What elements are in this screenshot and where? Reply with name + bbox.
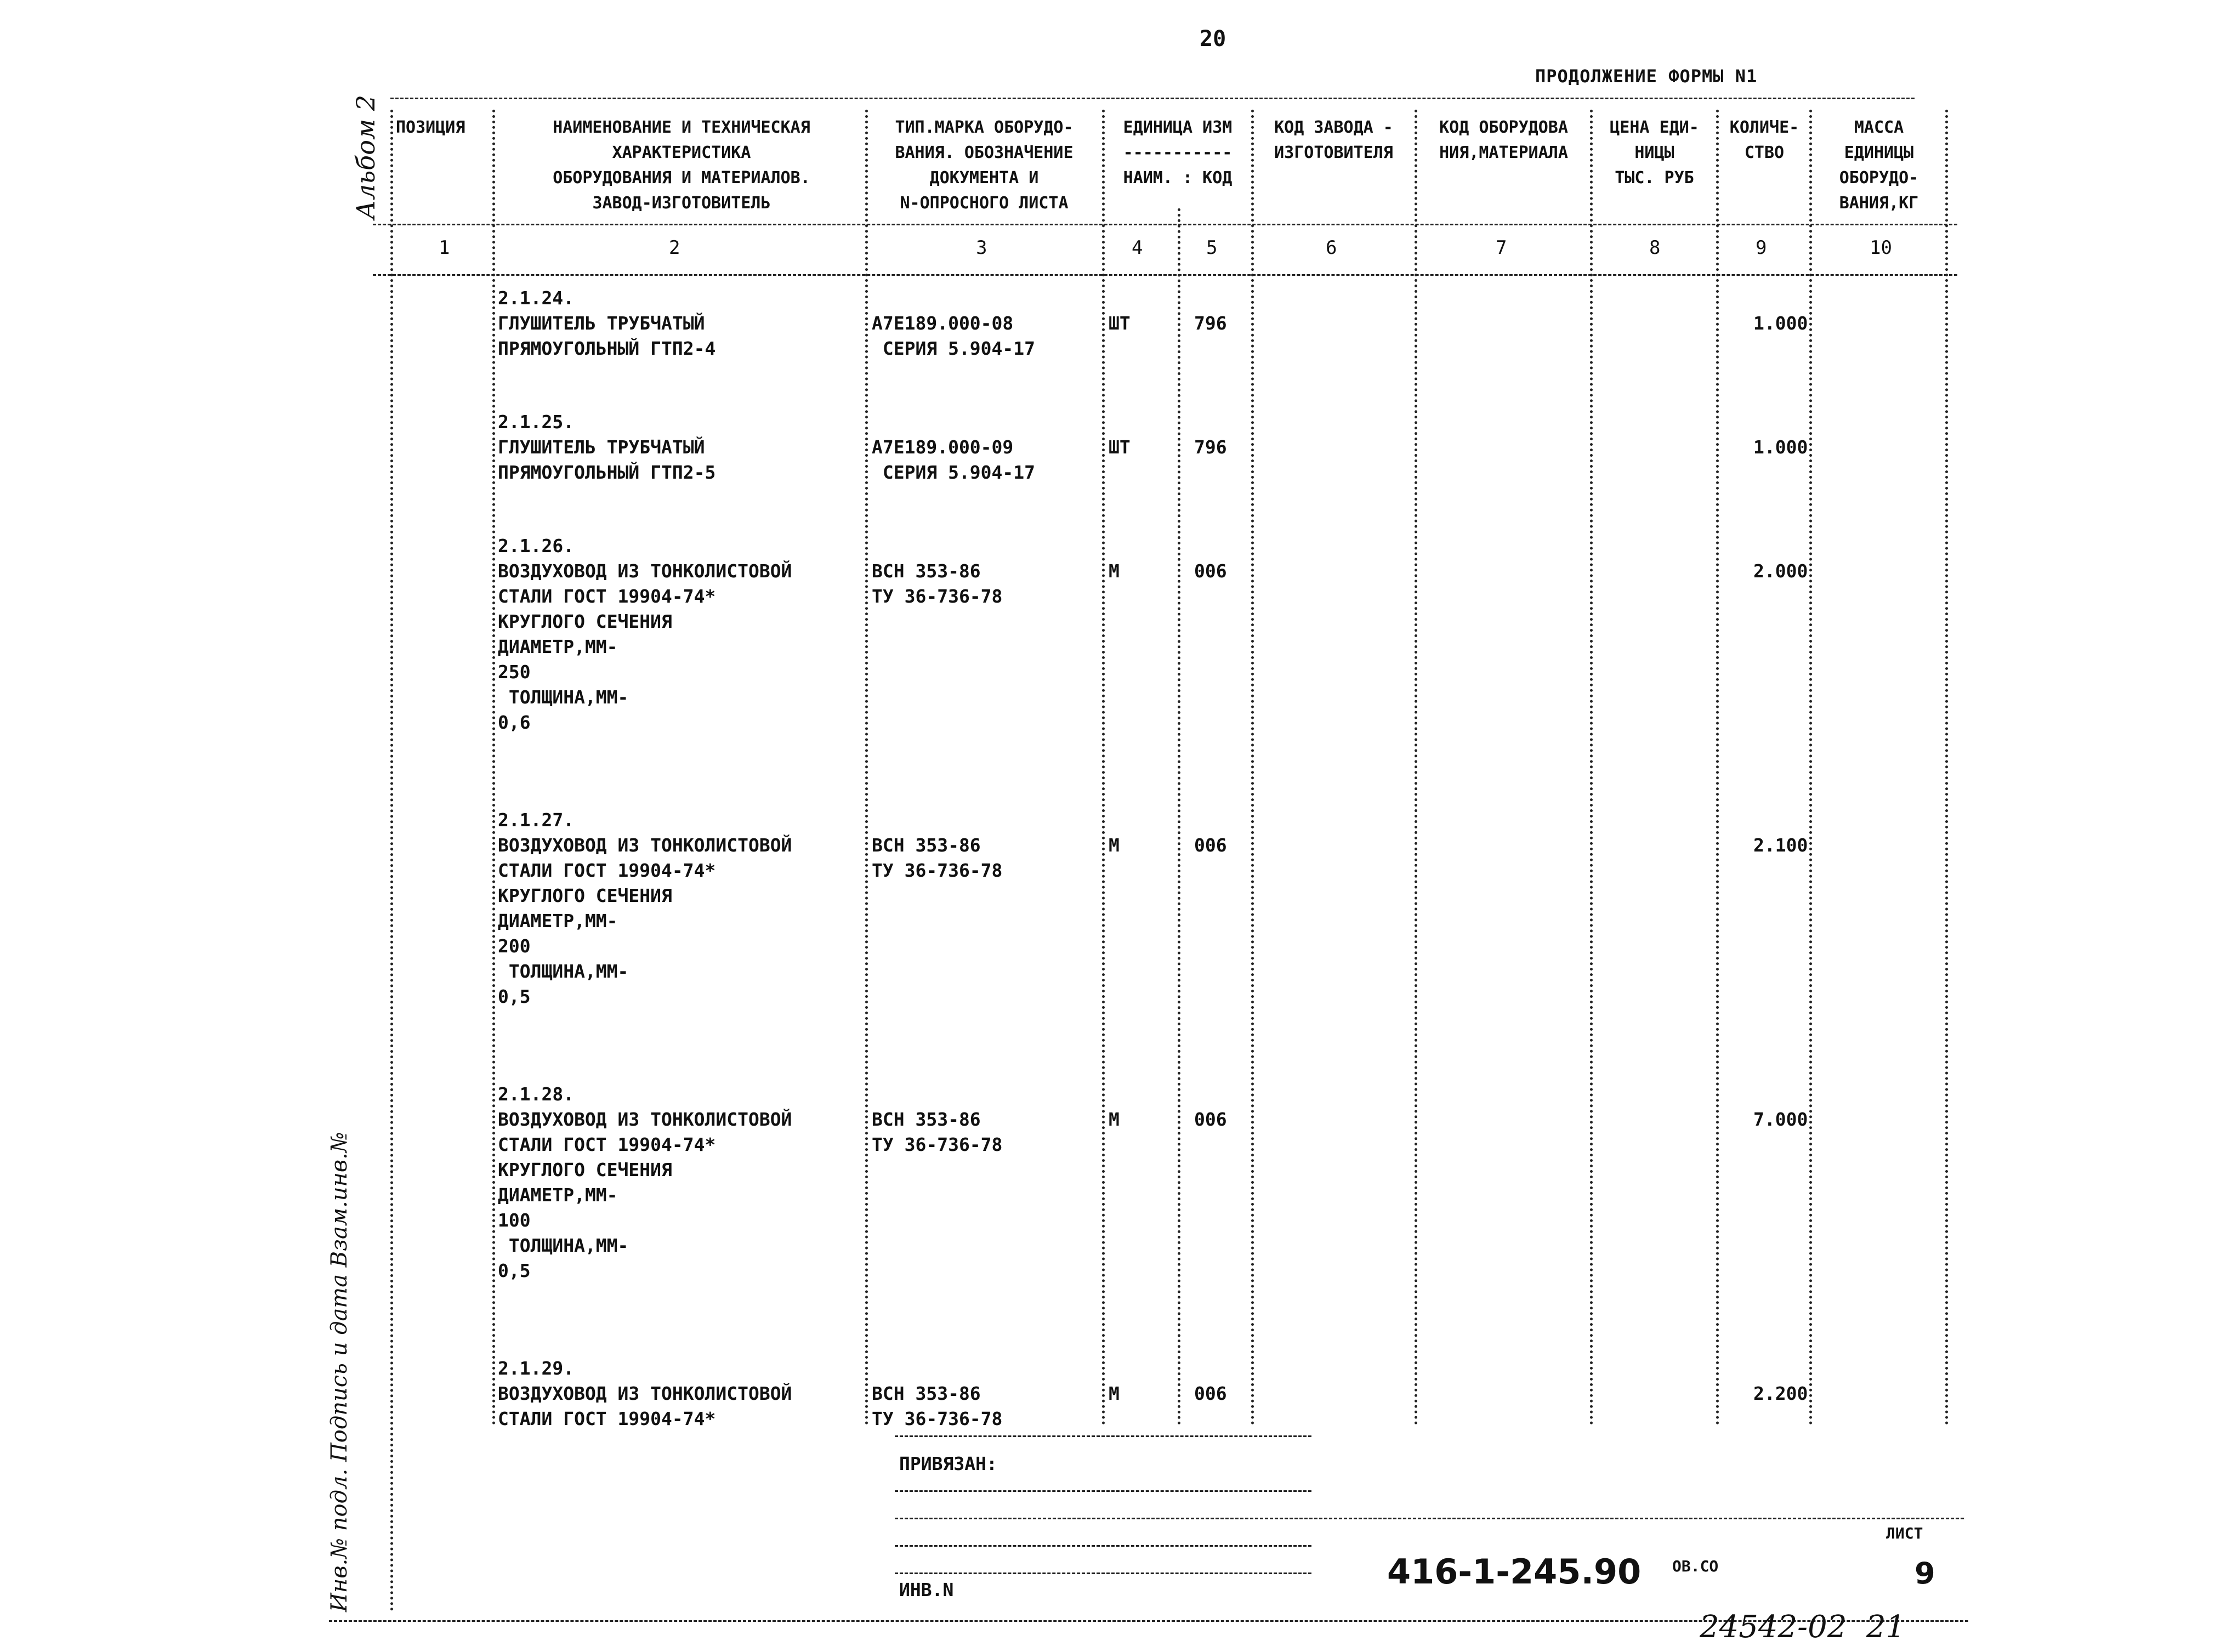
col-sep-9 [1809,110,1812,1426]
colnum-8: 8 [1649,237,1661,259]
col-sep-2 [865,110,868,1426]
item-name-line: КРУГЛОГО СЕЧЕНИЯ [498,1159,672,1180]
item-name-line: СТАЛИ ГОСТ 19904-74* [498,1408,716,1429]
item-name-line: КРУГЛОГО СЕЧЕНИЯ [498,611,672,632]
item-doc-line: А7Е189.000-09 [872,436,1014,458]
stamp-privyazan: ПРИВЯЗАН: [899,1453,997,1474]
item-doc-line: ВСН 353-86 [872,1383,981,1404]
item-position: 2.1.27. [498,809,575,831]
document-section: ОВ.СО [1672,1557,1719,1575]
header-col9: КОЛИЧЕ- СТВО [1729,118,1799,162]
col-sep-3 [1102,110,1105,1426]
item-name-line: ВОЗДУХОВОД ИЗ ТОНКОЛИСТОВОЙ [498,560,792,582]
item-name-line: ДИАМЕТР,ММ- [498,910,618,932]
item-quantity: 2.100 [1753,834,1808,856]
col-sep-7 [1590,110,1593,1426]
col-sep-1 [492,110,495,1426]
colnum-6: 6 [1326,237,1337,259]
handwritten-footer: 24542-02 21 [1700,1609,1906,1645]
header-col3: ТИП.МАРКА ОБОРУДО- ВАНИЯ. ОБОЗНАЧЕНИЕ ДОКУМЕНТА И N-ОПРОСНОГО ЛИСТА [895,118,1074,213]
item-name-line: ТОЛЩИНА,ММ- [498,686,629,708]
item-position: 2.1.25. [498,411,575,433]
item-name-line: СТАЛИ ГОСТ 19904-74* [498,1134,716,1155]
item-name-line: 0,5 [498,1260,531,1281]
item-unit-code: 006 [1194,560,1227,582]
item-name-line: ГЛУШИТЕЛЬ ТРУБЧАТЫЙ [498,436,705,458]
col-sep-4 [1178,208,1180,1426]
item-quantity: 2.200 [1753,1383,1808,1404]
header-col45: ЕДИНИЦА ИЗМ ----------- НАИМ. : КОД [1123,118,1233,188]
item-name-line: 0,5 [498,986,531,1007]
stamp-top-rule [895,1435,1311,1437]
col-sep-0 [390,110,393,1612]
header-col1: ПОЗИЦИЯ [396,118,465,137]
item-unit-code: 796 [1194,313,1227,334]
item-name-line: ВОЗДУХОВОД ИЗ ТОНКОЛИСТОВОЙ [498,1383,792,1404]
item-name-line: ПРЯМОУГОЛЬНЫЙ ГТП2-5 [498,462,716,483]
col-sep-6 [1415,110,1417,1426]
header-col7: КОД ОБОРУДОВА НИЯ,МАТЕРИАЛА [1439,118,1568,162]
item-name-line: ТОЛЩИНА,ММ- [498,961,629,982]
item-doc-line: ТУ 36-736-78 [872,1408,1003,1429]
header-col6: КОД ЗАВОДА - ИЗГОТОВИТЕЛЯ [1274,118,1393,162]
stamp-rule-2 [895,1490,1311,1492]
page-number: 20 [1200,26,1226,52]
col-sep-8 [1716,110,1719,1426]
item-unit: ШТ [1109,313,1131,334]
item-position: 2.1.24. [498,287,575,309]
colnum-9: 9 [1756,237,1767,259]
item-name-line: ВОЗДУХОВОД ИЗ ТОНКОЛИСТОВОЙ [498,834,792,856]
item-doc-line: ТУ 36-736-78 [872,860,1003,881]
sheet-label: ЛИСТ [1886,1524,1923,1542]
item-quantity: 1.000 [1753,436,1808,458]
item-quantity: 1.000 [1753,313,1808,334]
item-name-line: КРУГЛОГО СЕЧЕНИЯ [498,885,672,906]
header-col2: НАИМЕНОВАНИЕ И ТЕХНИЧЕСКАЯ ХАРАКТЕРИСТИКА ОБОРУДОВАНИЯ И МАТЕРИАЛОВ. ЗАВОД-ИЗГОТОВИТЕЛЬ [553,118,810,213]
item-doc-line: ТУ 36-736-78 [872,1134,1003,1155]
item-quantity: 2.000 [1753,560,1808,582]
document-designation: 416-1-245.90 [1387,1552,1642,1592]
item-name-line: ВОЗДУХОВОД ИЗ ТОНКОЛИСТОВОЙ [498,1109,792,1130]
item-doc-line: ТУ 36-736-78 [872,586,1003,607]
item-doc-line: А7Е189.000-08 [872,313,1014,334]
item-position: 2.1.28. [498,1083,575,1105]
stamp-rule-4 [895,1545,1311,1547]
item-name-line: ДИАМЕТР,ММ- [498,636,618,657]
colnum-5: 5 [1206,237,1218,259]
stamp-rule-3 [895,1518,1964,1519]
colnum-2: 2 [669,237,680,259]
item-unit-code: 006 [1194,1109,1227,1130]
header-col8: ЦЕНА ЕДИ- НИЦЫ ТЫС. РУБ [1610,118,1699,188]
item-unit: М [1109,834,1120,856]
item-name-line: 200 [498,935,531,957]
table-top-rule [390,98,1915,99]
item-unit: М [1109,560,1120,582]
item-doc-line: СЕРИЯ 5.904-17 [872,338,1036,359]
continuation-label: ПРОДОЛЖЕНИЕ ФОРМЫ N1 [1535,66,1758,87]
item-position: 2.1.29. [498,1358,575,1379]
colnum-7: 7 [1496,237,1507,259]
colnum-3: 3 [976,237,987,259]
margin-inventory-label: Инв.№ подл. Подпись и дата Взам.инв.№ [327,1132,352,1612]
item-doc-line: ВСН 353-86 [872,560,981,582]
stamp-rule-5 [895,1572,1311,1574]
col-sep-10 [1945,110,1948,1426]
item-unit: М [1109,1383,1120,1404]
item-name-line: ГЛУШИТЕЛЬ ТРУБЧАТЫЙ [498,313,705,334]
item-doc-line: СЕРИЯ 5.904-17 [872,462,1036,483]
colnum-bottom-rule [373,274,1957,276]
sheet-number: 9 [1915,1556,1935,1591]
item-unit-code: 006 [1194,834,1227,856]
item-name-line: СТАЛИ ГОСТ 19904-74* [498,860,716,881]
item-unit: ШТ [1109,436,1131,458]
item-doc-line: ВСН 353-86 [872,834,981,856]
stamp-inv: ИНВ.N [899,1579,954,1600]
colnum-10: 10 [1870,237,1892,259]
header-bottom-rule [373,224,1957,225]
item-unit-code: 796 [1194,436,1227,458]
item-name-line: 0,6 [498,712,531,733]
colnum-4: 4 [1132,237,1143,259]
item-name-line: 250 [498,661,531,683]
item-name-line: 100 [498,1210,531,1231]
item-position: 2.1.26. [498,535,575,557]
item-unit: М [1109,1109,1120,1130]
col-sep-5 [1251,110,1254,1426]
item-name-line: ДИАМЕТР,ММ- [498,1184,618,1206]
item-name-line: СТАЛИ ГОСТ 19904-74* [498,586,716,607]
colnum-1: 1 [439,237,450,259]
item-quantity: 7.000 [1753,1109,1808,1130]
item-name-line: ПРЯМОУГОЛЬНЫЙ ГТП2-4 [498,338,716,359]
album-label: Альбом 2 [351,95,380,219]
item-doc-line: ВСН 353-86 [872,1109,981,1130]
item-name-line: ТОЛЩИНА,ММ- [498,1235,629,1256]
item-unit-code: 006 [1194,1383,1227,1404]
header-col10: МАССА ЕДИНИЦЫ ОБОРУДО- ВАНИЯ,КГ [1839,118,1919,213]
